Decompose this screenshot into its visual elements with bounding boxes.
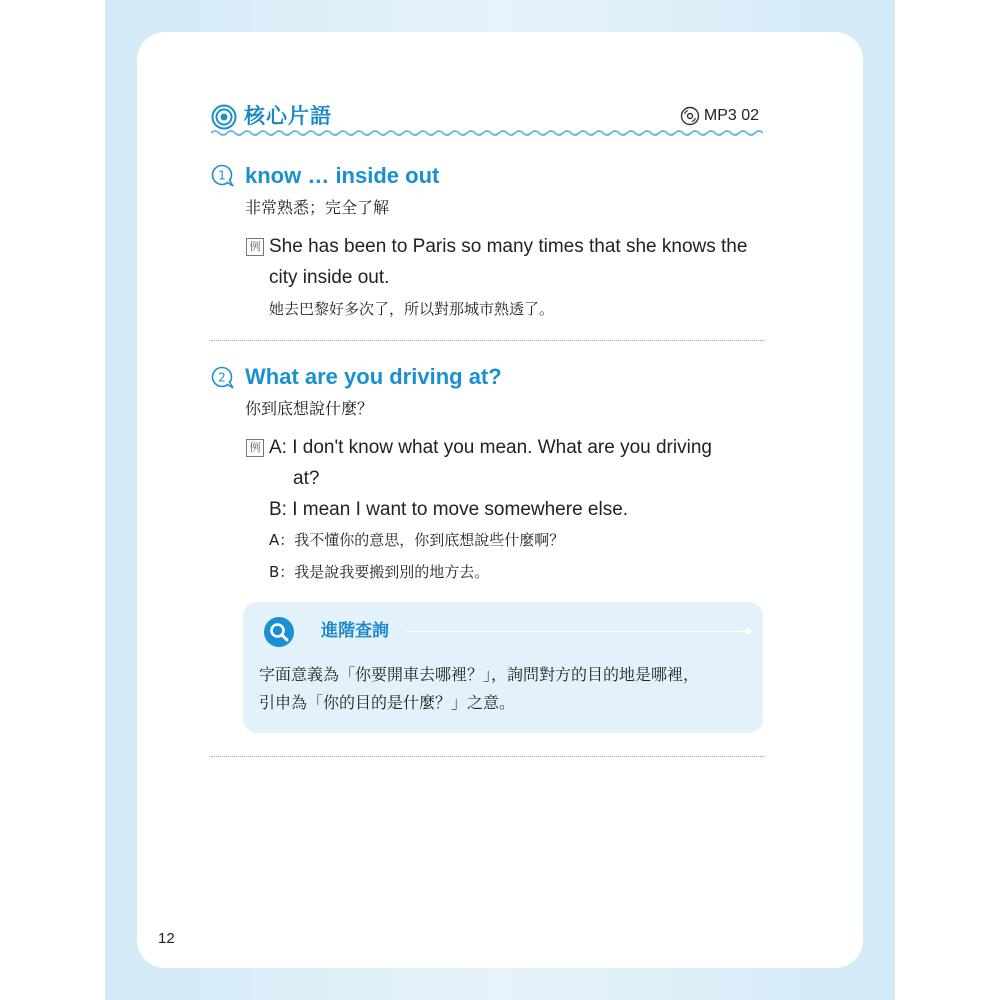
example-marker-2: 例 [246,439,264,457]
example-1-cn: 她去巴黎好多次了，所以對那城市熟透了。 [269,300,555,318]
section-header [211,100,763,140]
example-2-en-line-2: at? [293,468,320,489]
phrase-2: What are you driving at? [245,364,502,389]
item-number-2: 2 [218,370,226,385]
section-title: 核心片語 [244,104,332,128]
section-divider-1 [211,340,765,341]
example-1-en-line-1: She has been to Paris so many times that she knows the [269,236,748,257]
example-2-cn-line-1: A：我不懂你的意思，你到底想說些什麼啊？ [269,531,565,549]
phrase-1: know … inside out [245,163,440,188]
item-number-1: 1 [218,168,226,183]
phrase-1-meaning: 非常熟悉；完全了解 [245,198,390,217]
example-marker-1: 例 [246,238,264,256]
phrase-2-meaning: 你到底想說什麼？ [245,399,374,418]
audio-track[interactable] [680,103,759,129]
example-2-cn-line-2: B：我是說我要搬到別的地方去。 [269,563,490,581]
audio-track-label: MP3 02 [703,107,759,124]
note-text-line-1: 字面意義為「你要開車去哪裡？」，詢問對方的目的地是哪裡， [259,665,700,684]
section-divider-2 [211,756,765,757]
magnifier-icon [263,616,295,648]
note-title-rule [405,631,747,632]
item-number-badge-1 [211,164,237,188]
example-1-en-line-2: city inside out. [269,267,390,288]
cd-icon [680,106,700,126]
note-text-line-2: 引申為「你的目的是什麼？」之意。 [259,693,516,712]
wavy-divider [211,128,763,138]
target-icon [211,104,237,130]
note-title: 進階查詢 [321,621,389,641]
advanced-note-box [243,602,763,733]
item-number-badge-2 [211,366,237,390]
page-number: 12 [158,930,175,947]
note-title-rule-dot [745,628,751,634]
example-2-en-line-1: A: I don't know what you mean. What are you driving [269,437,712,458]
example-2-en-line-3: B: I mean I want to move somewhere else. [269,499,629,520]
